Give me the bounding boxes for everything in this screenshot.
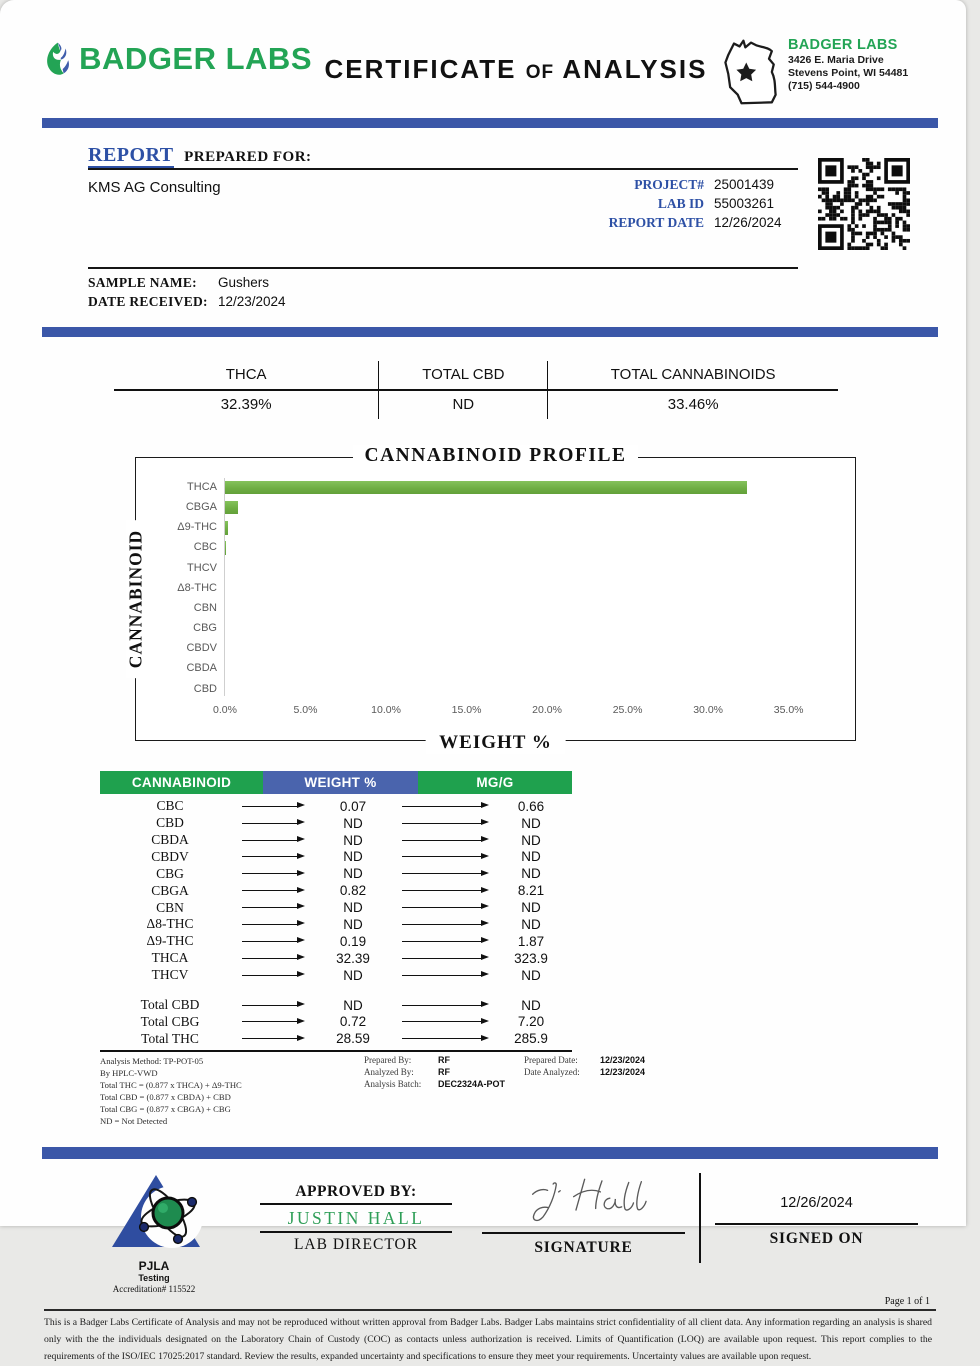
analyte-name: CBGA: [151, 882, 189, 898]
signature-column: [478, 1173, 701, 1263]
chart-row: [193, 538, 845, 558]
arrow-icon: [402, 975, 482, 976]
meta-row: [609, 177, 798, 193]
prep-label: Prepared Date:: [524, 1055, 578, 1066]
analyte-name: CBN: [156, 899, 184, 915]
chart-x-tick-label: 10.0%: [371, 703, 401, 716]
chart-x-tick-label: 0.0%: [213, 703, 237, 716]
method-note-line: Analysis Method: TP-POT-05: [100, 1056, 204, 1067]
divider-bar-3: [42, 1147, 938, 1159]
table-row: [100, 832, 572, 849]
lab-address-line1: 3426 E. Maria Drive: [788, 54, 884, 67]
table-row: [100, 933, 572, 950]
cannabinoid-profile-chart: [125, 444, 856, 753]
signature-label: SIGNATURE: [534, 1239, 633, 1257]
approval-section: [78, 1167, 922, 1294]
prep-label: Prepared By:: [364, 1055, 412, 1066]
signed-on-line: [715, 1223, 918, 1225]
weight-value: ND: [343, 866, 363, 882]
wisconsin-map-icon: [720, 36, 782, 108]
disclaimer-text: This is a Badger Labs Certificate of Analysis and may not be reproduced without written approval from Badger Labs. Badger Labs maintains strict confidentiality of all client data. Any information regarding an analysis is shared only with the the individuals designated on the Laboratory Chain of Custody (COC) as contacts unless authorization is received. Limits of Quantification (LOQ) are available upon request. This report complies to the requirements of the ISO/IEC 17025:2017 standard. Review the results, expanded uncertainty and specifications to ensure they meet your requirements. Uncertainty values are available upon request.: [44, 1317, 932, 1363]
lab-address-line2: Stevens Point, WI 54481: [788, 67, 909, 80]
approver-name: JUSTIN HALL: [260, 1205, 452, 1233]
chart-row: [186, 659, 845, 679]
chart-row: [193, 680, 845, 700]
chart-x-tick-label: 25.0%: [612, 703, 643, 716]
arrow-icon: [402, 890, 482, 891]
chart-category-label: THCV: [187, 561, 217, 574]
analyte-name: CBG: [156, 865, 184, 881]
arrow-icon: [242, 975, 298, 976]
table-row: [100, 1013, 572, 1030]
table-header-cell: MG/G: [418, 771, 572, 794]
analyte-name: Δ9-THC: [146, 933, 194, 949]
sample-label: SAMPLE NAME:: [88, 275, 197, 290]
chart-category-label: CBDV: [186, 642, 217, 655]
logo-wordmark: BADGER LABS: [79, 41, 312, 76]
meta-value: 25001439: [714, 177, 775, 192]
table-header-row: [100, 771, 572, 794]
client-name: KMS AG Consulting: [88, 179, 221, 196]
preparation-notes: [364, 1055, 686, 1091]
summary-header: TOTAL CBD: [378, 361, 548, 389]
mg-value: 7.20: [517, 1014, 545, 1030]
chart-bar: [225, 481, 747, 495]
weight-value: ND: [343, 815, 363, 831]
mg-value: 8.21: [517, 883, 545, 899]
weight-value: 32.39: [336, 950, 370, 966]
chart-x-axis-label: WEIGHT %: [425, 732, 566, 754]
table-row: [100, 798, 572, 815]
chart-category-label: CBC: [193, 541, 217, 554]
table-row: [100, 950, 572, 967]
arrow-icon: [402, 907, 482, 908]
table-row: [100, 967, 572, 984]
arrow-icon: [242, 958, 298, 959]
signed-on-column: [701, 1173, 922, 1263]
signed-on-label: SIGNED ON: [769, 1230, 864, 1248]
table-row: [100, 997, 572, 1014]
summary-value: ND: [378, 391, 548, 419]
chart-x-tick-label: 5.0%: [293, 703, 318, 716]
table-row: [100, 916, 572, 933]
chart-y-axis-label: CANNABINOID: [126, 520, 147, 678]
table-row: [100, 865, 572, 882]
sample-info: [88, 267, 798, 310]
table-header-cell: WEIGHT %: [263, 771, 418, 794]
method-note-line: Total CBG = (0.877 x CBGA) + CBG: [100, 1104, 231, 1115]
arrow-icon: [242, 1038, 298, 1039]
arrow-icon: [242, 907, 298, 908]
table-row: [100, 1030, 572, 1047]
footnotes: [100, 1055, 966, 1127]
divider-bar-top: [42, 118, 938, 128]
prep-label: Analysis Batch:: [364, 1079, 422, 1090]
weight-value: ND: [343, 849, 363, 865]
analyte-name: Total CBG: [140, 1013, 200, 1029]
arrow-icon: [402, 941, 482, 942]
summary-header: THCA: [225, 366, 267, 383]
chart-category-label: CBG: [193, 622, 217, 635]
weight-value: 0.82: [339, 883, 367, 899]
table-header-cell: CANNABINOID: [100, 771, 263, 794]
prep-row: [364, 1079, 686, 1089]
weight-value: 0.19: [339, 933, 367, 949]
badger-leaf-icon: [44, 34, 70, 84]
table-row: [100, 848, 572, 865]
cannabinoid-table: [100, 771, 572, 1052]
mg-value: ND: [521, 967, 541, 983]
chart-category-label: Δ8-THC: [177, 581, 217, 594]
meta-label: LAB ID: [657, 196, 704, 211]
chart-row: [185, 498, 845, 518]
chart-row: [187, 559, 845, 579]
pjla-accreditation-block: [78, 1167, 230, 1294]
mg-value: 285.9: [514, 1031, 548, 1047]
report-heading-report: REPORT: [88, 144, 174, 166]
prep-label: Analyzed By:: [364, 1067, 414, 1078]
meta-row: [609, 196, 798, 212]
sample-value: Gushers: [218, 275, 270, 290]
chart-row: [177, 518, 845, 538]
analyte-name: THCV: [151, 967, 189, 983]
weight-value: 0.72: [339, 1014, 367, 1030]
approved-by-label: APPROVED BY:: [260, 1183, 452, 1205]
arrow-icon: [402, 1005, 482, 1006]
chart-plot: [177, 478, 845, 716]
chart-category-label: Δ9-THC: [177, 521, 217, 534]
meta-row: [609, 215, 798, 231]
summary-strip: [114, 361, 838, 419]
weight-value: ND: [343, 997, 363, 1013]
analyte-name: CBDA: [151, 832, 189, 848]
arrow-icon: [402, 856, 482, 857]
arrow-icon: [402, 958, 482, 959]
arrow-icon: [402, 924, 482, 925]
prep-value: RF: [438, 1067, 450, 1078]
weight-value: ND: [343, 916, 363, 932]
method-note-line: Total THC = (0.877 x THCA) + Δ9-THC: [100, 1080, 242, 1091]
mg-value: ND: [521, 815, 541, 831]
mg-value: ND: [521, 997, 541, 1013]
report-section: [88, 144, 920, 313]
report-heading: [88, 144, 798, 170]
signature-area: [478, 1173, 922, 1263]
summary-value: 32.39%: [220, 395, 272, 413]
lab-phone: (715) 544-4900: [788, 80, 860, 93]
document-title: CERTIFICATE OF ANALYSIS: [324, 54, 708, 84]
arrow-icon: [402, 823, 482, 824]
analyte-name: CBC: [156, 798, 184, 814]
header: [0, 0, 966, 108]
chart-row: [193, 599, 845, 619]
arrow-icon: [242, 856, 298, 857]
table-body: [100, 798, 572, 1047]
arrow-icon: [242, 924, 298, 925]
method-notes: [100, 1055, 308, 1127]
prep-label: Date Analyzed:: [524, 1067, 580, 1078]
chart-bar: [225, 501, 238, 515]
chart-x-tick-label: 20.0%: [532, 703, 562, 716]
chart-row: [186, 639, 845, 659]
mg-value: ND: [521, 832, 541, 848]
chart-category-label: CBD: [193, 682, 217, 695]
lab-contact-block: [720, 36, 942, 108]
approved-by-block: [260, 1183, 452, 1254]
mg-value: 0.66: [517, 798, 545, 814]
pjla-sub: Testing: [138, 1273, 170, 1284]
chart-frame: [125, 444, 856, 753]
summary-header: TOTAL CANNABINOIDS: [610, 366, 776, 383]
weight-value: ND: [343, 900, 363, 916]
report-meta: [609, 177, 798, 267]
prep-value: RF: [438, 1055, 450, 1066]
meta-label: REPORT DATE: [608, 215, 704, 230]
signature-line: [482, 1232, 685, 1234]
table-row: [100, 899, 572, 916]
chart-x-tick-label: 15.0%: [451, 703, 482, 716]
chart-bar: [225, 521, 228, 535]
mg-value: ND: [521, 916, 541, 932]
chart-row: [177, 579, 845, 599]
analyte-name: THCA: [151, 950, 189, 966]
arrow-icon: [402, 806, 482, 807]
prep-value: 12/23/2024: [600, 1067, 646, 1078]
arrow-icon: [242, 941, 298, 942]
chart-x-ticks: [213, 703, 845, 720]
prep-row: [364, 1055, 686, 1065]
chart-category-label: THCA: [187, 480, 217, 493]
mg-value: ND: [521, 900, 541, 916]
footer-separator: [44, 1309, 936, 1311]
arrow-icon: [242, 890, 298, 891]
method-note-line: By HPLC-VWD: [100, 1068, 158, 1079]
analyte-name: CBD: [156, 815, 184, 831]
chart-row: [193, 619, 845, 639]
arrow-icon: [242, 840, 298, 841]
chart-bar: [225, 541, 226, 555]
chart-title: CANNABINOID PROFILE: [353, 445, 639, 467]
sample-row: [88, 294, 798, 310]
weight-value: ND: [343, 832, 363, 848]
table-row: [100, 882, 572, 899]
pjla-accreditation-number: Accreditation# 115522: [112, 1284, 196, 1295]
weight-value: 0.07: [339, 798, 367, 814]
method-note-line: ND = Not Detected: [100, 1116, 168, 1127]
analyte-name: Δ8-THC: [146, 916, 194, 932]
mg-value: 1.87: [517, 933, 545, 949]
arrow-icon: [402, 1021, 482, 1022]
sample-row: [88, 275, 798, 291]
meta-value: 55003261: [714, 196, 775, 211]
lab-name: BADGER LABS: [788, 37, 898, 53]
approver-role: LAB DIRECTOR: [293, 1236, 419, 1254]
mg-value: 323.9: [514, 950, 548, 966]
arrow-icon: [242, 1005, 298, 1006]
arrow-icon: [402, 1038, 482, 1039]
mg-value: ND: [521, 866, 541, 882]
table-underline: [100, 1050, 572, 1052]
badger-labs-logo: [44, 34, 312, 84]
prep-value: 12/23/2024: [600, 1055, 646, 1066]
qr-code: [818, 158, 910, 250]
meta-value: 12/26/2024: [714, 215, 782, 230]
prep-row: [364, 1067, 686, 1077]
divider-bar-2: [42, 327, 938, 337]
arrow-icon: [242, 873, 298, 874]
signature-icon: [509, 1173, 659, 1225]
chart-x-tick-label: 30.0%: [693, 703, 723, 716]
summary-value: 33.46%: [667, 395, 719, 413]
chart-category-label: CBGA: [185, 500, 217, 513]
analyte-name: Total CBD: [140, 997, 200, 1013]
method-note-line: Total CBD = (0.877 x CBDA) + CBD: [100, 1092, 231, 1103]
arrow-icon: [242, 823, 298, 824]
weight-value: ND: [343, 967, 363, 983]
table-gap: [100, 984, 572, 997]
mg-value: ND: [521, 849, 541, 865]
analyte-name: CBDV: [151, 848, 189, 864]
prep-value: DEC2324A-POT: [438, 1079, 506, 1090]
arrow-icon: [242, 806, 298, 807]
chart-x-tick-label: 35.0%: [773, 703, 804, 716]
table-row: [100, 815, 572, 832]
arrow-icon: [402, 840, 482, 841]
meta-label: PROJECT#: [634, 177, 704, 192]
weight-value: 28.59: [336, 1031, 370, 1047]
chart-category-label: CBDA: [186, 662, 217, 675]
sample-value: 12/23/2024: [218, 294, 286, 309]
analyte-name: Total THC: [141, 1030, 199, 1046]
arrow-icon: [242, 1021, 298, 1022]
pjla-logo-icon: [100, 1167, 208, 1253]
chart-category-label: CBN: [193, 601, 217, 614]
chart-row: [187, 478, 845, 498]
pjla-name: PJLA: [138, 1259, 170, 1274]
page-number: Page 1 of 1: [884, 1296, 930, 1308]
sample-label: DATE RECEIVED:: [88, 294, 208, 309]
signed-date: 12/26/2024: [780, 1195, 853, 1212]
report-heading-rest: PREPARED FOR:: [184, 149, 312, 165]
arrow-icon: [402, 873, 482, 874]
